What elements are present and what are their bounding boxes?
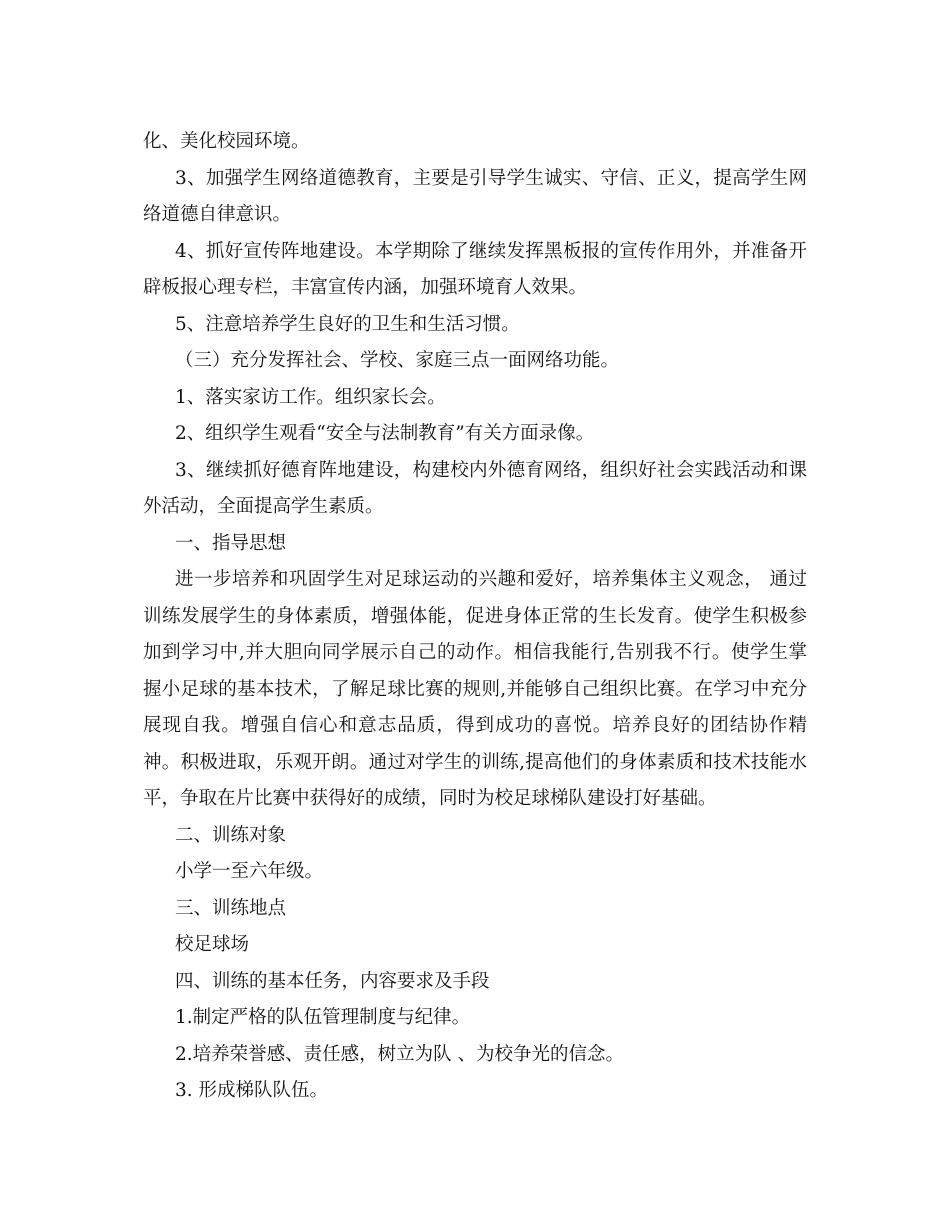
paragraph-line: 化、美化校园环境。 bbox=[143, 131, 310, 152]
paragraph-line: 握小足球的基本技术，了解足球比赛的规则,并能够自己组织比赛。在学习中充分 bbox=[143, 678, 807, 700]
paragraph-line: 训练发展学生的身体素质，增强体能，促进身体正常的生长发育。使学生积极参 bbox=[143, 605, 807, 627]
list-item: 1.制定严格的队伍管理制度与纪律。 bbox=[175, 1007, 471, 1028]
paragraph-line: 5、注意培养学生良好的卫生和生活习惯。 bbox=[175, 313, 520, 335]
paragraph-line: 小学一至六年级。 bbox=[175, 861, 324, 882]
paragraph-line: 加到学习中,并大胆向同学展示自己的动作。相信我能行,告别我不行。使学生掌 bbox=[143, 642, 807, 663]
paragraph-line: 外活动，全面提高学生素质。 bbox=[143, 496, 384, 517]
list-item: 3. 形成梯队队伍。 bbox=[175, 1080, 329, 1101]
paragraph-line: 3、加强学生网络道德教育，主要是引导学生诚实、守信、正义，提高学生网 bbox=[175, 167, 807, 189]
section-heading: （三）充分发挥社会、学校、家庭三点一面网络功能。 bbox=[175, 350, 620, 371]
paragraph-line: 3、继续抓好德育阵地建设，构建校内外德育网络，组织好社会实践活动和课 bbox=[175, 459, 807, 481]
paragraph-line: 进一步培养和巩固学生对足球运动的兴趣和爱好，培养集体主义观念， 通过 bbox=[175, 569, 807, 590]
paragraph-line: 展现自我。增强自信心和意志品质，得到成功的喜悦。培养良好的团结协作精 bbox=[143, 715, 807, 736]
document-body bbox=[143, 124, 807, 1110]
paragraph-line: 辟板报心理专栏，丰富宣传内涵，加强环境育人效果。 bbox=[143, 277, 588, 298]
section-heading: 一、指导思想 bbox=[175, 532, 287, 554]
paragraph-line: 2、组织学生观看“安全与法制教育”有关方面录像。 bbox=[175, 423, 595, 444]
section-heading: 三、训练地点 bbox=[175, 897, 287, 919]
section-heading: 四、训练的基本任务，内容要求及手段 bbox=[175, 970, 490, 992]
paragraph-line: 4、抓好宣传阵地建设。本学期除了继续发挥黑板报的宣传作用外，并准备开 bbox=[175, 240, 807, 262]
list-item: 2.培养荣誉感、责任感，树立为队 、为校争光的信念。 bbox=[175, 1043, 625, 1065]
paragraph-line: 1、落实家访工作。组织家长会。 bbox=[175, 386, 446, 408]
paragraph-line: 校足球场 bbox=[175, 934, 250, 955]
paragraph-line: 络道德自律意识。 bbox=[143, 204, 292, 225]
section-heading: 二、训练对象 bbox=[175, 824, 287, 846]
paragraph-line: 平，争取在片比赛中获得好的成绩，同时为校足球梯队建设打好基础。 bbox=[143, 788, 717, 809]
paragraph-line: 神。积极进取，乐观开朗。通过对学生的训练,提高他们的身体素质和技术技能水 bbox=[143, 751, 807, 773]
